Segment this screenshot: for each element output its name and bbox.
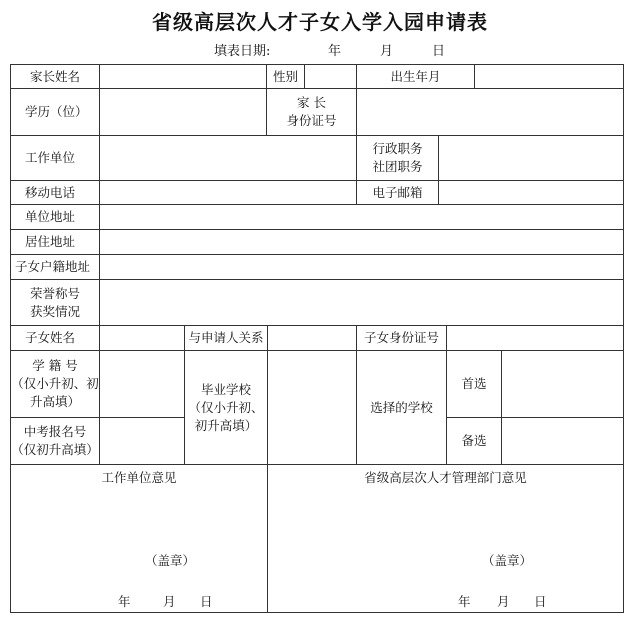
label-grad-school-line2: （仅小升初、 bbox=[188, 399, 264, 415]
grad-school-field[interactable] bbox=[267, 350, 357, 465]
gender-field[interactable] bbox=[304, 64, 357, 89]
birth-date-field[interactable] bbox=[474, 64, 624, 89]
fill-date-month: 月 bbox=[380, 44, 394, 59]
label-exam-no-line1: 中考报名号 bbox=[23, 424, 87, 439]
label-chosen-school: 选择的学校 bbox=[356, 350, 447, 465]
left-day: 日 bbox=[200, 594, 213, 609]
label-unit-address: 单位地址 bbox=[10, 204, 100, 230]
label-email: 电子邮箱 bbox=[356, 180, 439, 205]
label-parent-id-line2: 身份证号 bbox=[286, 113, 337, 128]
email-field[interactable] bbox=[438, 180, 624, 205]
label-posts bbox=[356, 135, 439, 181]
label-child-name: 子女姓名 bbox=[10, 325, 100, 351]
label-honors-line2: 获奖情况 bbox=[29, 303, 80, 319]
label-student-no-line1: 学 籍 号 bbox=[32, 358, 78, 373]
seal-left: （盖章） bbox=[145, 553, 196, 568]
label-backup-choice: 备选 bbox=[446, 417, 502, 465]
label-parent-id-line1: 家 长 bbox=[297, 95, 326, 110]
label-work-unit: 工作单位 bbox=[10, 135, 100, 181]
seal-right: （盖章） bbox=[482, 553, 533, 568]
parent-name-field[interactable] bbox=[99, 64, 267, 89]
home-address-field[interactable] bbox=[99, 229, 624, 255]
label-grad-school-line1: 毕业学校 bbox=[200, 381, 251, 397]
relation-field[interactable] bbox=[267, 325, 357, 351]
fill-date-day: 日 bbox=[432, 44, 446, 59]
right-month: 月 bbox=[497, 594, 510, 609]
label-mobile: 移动电话 bbox=[10, 180, 100, 205]
child-hukou-field[interactable] bbox=[99, 254, 624, 280]
education-field[interactable] bbox=[99, 88, 267, 136]
right-year: 年 bbox=[458, 594, 471, 609]
label-org-post: 社团职务 bbox=[372, 159, 423, 174]
work-unit-opinion-box[interactable] bbox=[10, 464, 268, 613]
label-honors bbox=[10, 279, 100, 326]
label-child-id: 子女身份证号 bbox=[356, 325, 447, 351]
right-day: 日 bbox=[534, 594, 547, 609]
label-student-no-line3: 升高填） bbox=[29, 394, 80, 409]
dept-opinion-box[interactable] bbox=[267, 464, 624, 613]
label-grad-school bbox=[184, 350, 268, 465]
label-parent-name: 家长姓名 bbox=[10, 64, 100, 89]
label-relation: 与申请人关系 bbox=[184, 325, 268, 351]
honors-field[interactable] bbox=[99, 279, 624, 326]
label-work-opinion: 工作单位意见 bbox=[101, 470, 177, 485]
label-exam-no-line2: （仅初升高填） bbox=[11, 442, 99, 457]
left-month: 月 bbox=[163, 594, 176, 609]
backup-choice-field[interactable] bbox=[501, 417, 624, 465]
first-choice-field[interactable] bbox=[501, 350, 624, 418]
parent-id-field[interactable] bbox=[356, 88, 624, 136]
label-student-no bbox=[10, 350, 100, 418]
label-parent-id bbox=[266, 88, 357, 136]
form-title: 省级高层次人才子女入学入园申请表 bbox=[152, 10, 488, 34]
label-first-choice: 首选 bbox=[446, 350, 502, 418]
label-honors-line1: 荣誉称号 bbox=[29, 285, 80, 301]
label-grad-school-line3: 初升高填） bbox=[194, 417, 258, 433]
posts-field[interactable] bbox=[438, 135, 624, 181]
label-birth-date: 出生年月 bbox=[356, 64, 475, 89]
child-id-field[interactable] bbox=[446, 325, 624, 351]
label-dept-opinion: 省级高层次人才管理部门意见 bbox=[364, 470, 527, 485]
student-no-field[interactable] bbox=[99, 350, 185, 418]
work-unit-field[interactable] bbox=[99, 135, 357, 181]
fill-date-year: 年 bbox=[328, 44, 342, 59]
unit-address-field[interactable] bbox=[99, 204, 624, 230]
mobile-field[interactable] bbox=[99, 180, 357, 205]
label-student-no-line2: （仅小升初、初 bbox=[11, 376, 99, 391]
label-gender: 性别 bbox=[266, 64, 305, 89]
exam-no-field[interactable] bbox=[99, 417, 185, 465]
label-admin-post: 行政职务 bbox=[372, 141, 423, 156]
label-exam-no bbox=[10, 417, 100, 465]
label-home-address: 居住地址 bbox=[10, 229, 100, 255]
left-year: 年 bbox=[118, 594, 131, 609]
fill-date-label: 填表日期: bbox=[214, 44, 271, 59]
child-name-field[interactable] bbox=[99, 325, 185, 351]
label-child-hukou: 子女户籍地址 bbox=[10, 254, 100, 280]
label-education: 学历（位） bbox=[10, 88, 100, 136]
